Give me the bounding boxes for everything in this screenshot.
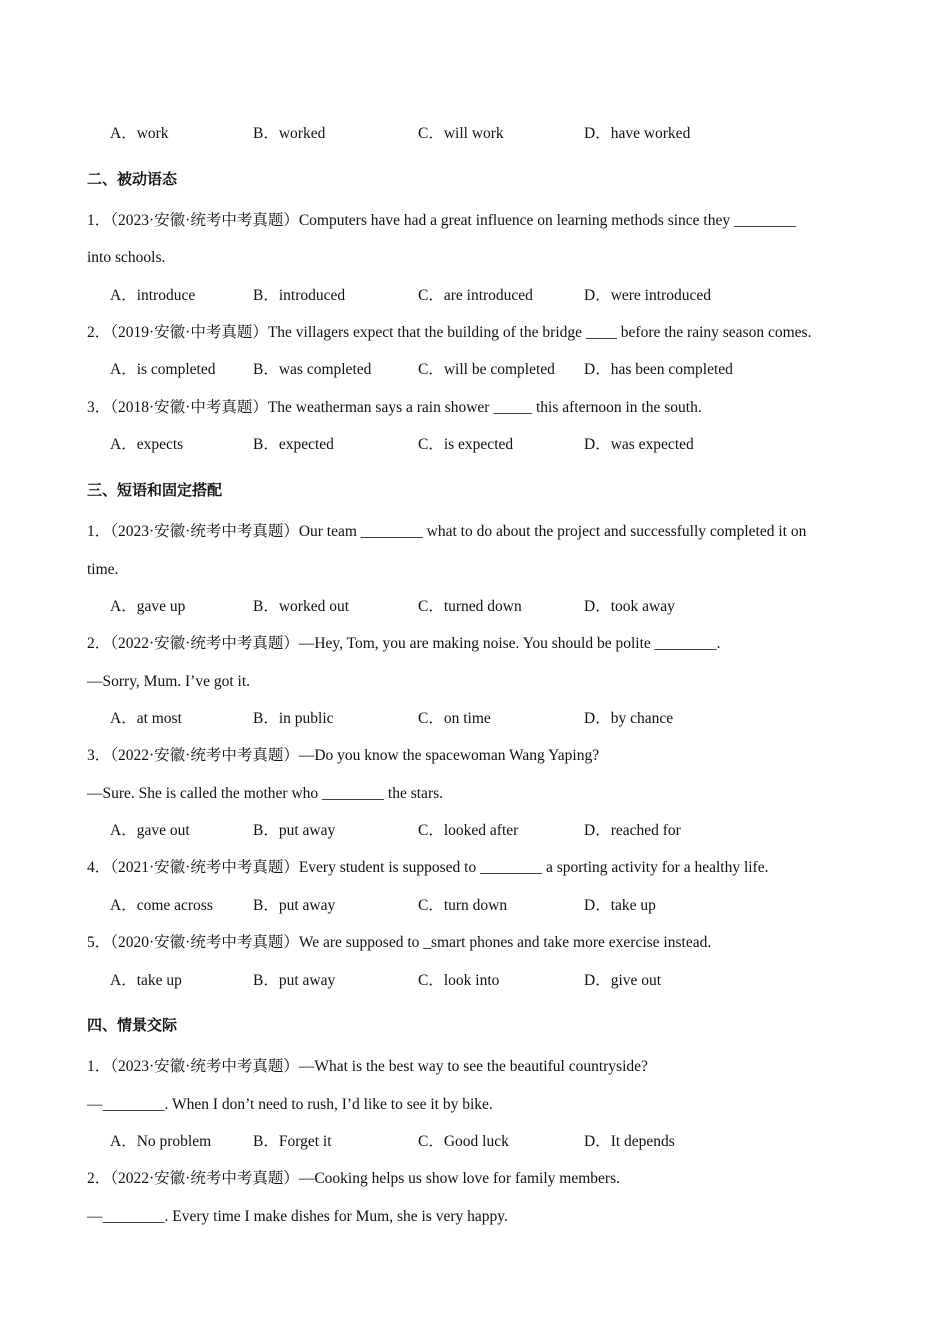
question-text: —Sure. She is called the mother who ________ the stars. — [87, 785, 444, 802]
option-a: A．take up — [110, 972, 182, 989]
question-text: 5．（2020·安徽·统考中考真题）We are supposed to _smart phones and take more exercise instead. — [87, 934, 712, 951]
option-b: B．Forget it — [253, 1133, 332, 1150]
question-text: 3．（2022·安徽·统考中考真题）—Do you know the spacewoman Wang Yaping? — [87, 747, 600, 764]
option-d: D．take up — [584, 897, 656, 914]
question-text: 1．（2023·安徽·统考中考真题）Our team ________ what to do about the project and successfully completed it on — [87, 523, 807, 540]
option-b: B．worked — [253, 125, 326, 142]
options-row — [110, 896, 870, 916]
option-c: C．on time — [418, 710, 491, 727]
option-d: D．has been completed — [584, 361, 733, 378]
section-heading: 二、被动语态 — [87, 170, 178, 188]
options-row — [110, 435, 870, 455]
question-text: 1．（2023·安徽·统考中考真题）—What is the best way to see the beautiful countryside? — [87, 1058, 648, 1075]
question-text: time. — [87, 561, 119, 578]
option-b: B．put away — [253, 822, 336, 839]
option-d: D．have worked — [584, 125, 691, 142]
option-b: B．introduced — [253, 287, 346, 304]
option-c: C．will be completed — [418, 361, 555, 378]
option-a: A．at most — [110, 710, 182, 727]
question-text: —Sorry, Mum. I’ve got it. — [87, 673, 251, 690]
option-a: A．gave up — [110, 598, 186, 615]
option-d: D．took away — [584, 598, 675, 615]
option-b: B．expected — [253, 436, 334, 453]
options-row — [110, 709, 870, 729]
option-b: B．in public — [253, 710, 334, 727]
question-text: 3．（2018·安徽·中考真题）The weatherman says a rain shower _____ this afternoon in the south. — [87, 399, 702, 416]
option-b: B．put away — [253, 972, 336, 989]
option-d: D．give out — [584, 972, 662, 989]
question-text: 2．（2022·安徽·统考中考真题）—Hey, Tom, you are making noise. You should be polite ________. — [87, 635, 721, 652]
option-d: D．by chance — [584, 710, 674, 727]
option-d: D．reached for — [584, 822, 681, 839]
option-c: C．are introduced — [418, 287, 533, 304]
section-heading: 四、情景交际 — [87, 1016, 178, 1034]
option-a: A．No problem — [110, 1133, 212, 1150]
option-c: C．will work — [418, 125, 504, 142]
options-row — [110, 1132, 870, 1152]
options-row — [110, 597, 870, 617]
options-row — [110, 971, 870, 991]
option-c: C．turn down — [418, 897, 508, 914]
options-row — [110, 821, 870, 841]
option-c: C．looked after — [418, 822, 519, 839]
options-row — [110, 360, 870, 380]
question-text: —________. Every time I make dishes for Mum, she is very happy. — [87, 1208, 508, 1225]
question-text: 4．（2021·安徽·统考中考真题）Every student is supposed to ________ a sporting activity for a healthy life. — [87, 859, 769, 876]
option-b: B．was completed — [253, 361, 372, 378]
option-d: D．was expected — [584, 436, 694, 453]
option-a: A．is completed — [110, 361, 216, 378]
option-a: A．come across — [110, 897, 213, 914]
question-text: 2．（2022·安徽·统考中考真题）—Cooking helps us show love for family members. — [87, 1170, 620, 1187]
option-d: D．were introduced — [584, 287, 711, 304]
option-b: B．worked out — [253, 598, 350, 615]
options-row — [110, 286, 870, 306]
option-b: B．put away — [253, 897, 336, 914]
option-c: C．Good luck — [418, 1133, 509, 1150]
option-c: C．turned down — [418, 598, 522, 615]
option-a: A．introduce — [110, 287, 196, 304]
option-a: A．expects — [110, 436, 184, 453]
question-text: —________. When I don’t need to rush, I’d like to see it by bike. — [87, 1096, 493, 1113]
question-text: into schools. — [87, 249, 166, 266]
section-heading: 三、短语和固定搭配 — [87, 481, 223, 499]
question-text: 1．（2023·安徽·统考中考真题）Computers have had a great influence on learning methods since they ________ — [87, 212, 796, 229]
option-c: C．look into — [418, 972, 500, 989]
option-d: D．It depends — [584, 1133, 675, 1150]
option-a: A．work — [110, 125, 169, 142]
options-row — [110, 124, 870, 144]
option-a: A．gave out — [110, 822, 190, 839]
question-text: 2．（2019·安徽·中考真题）The villagers expect that the building of the bridge ____ before the rainy season comes. — [87, 324, 812, 341]
option-c: C．is expected — [418, 436, 514, 453]
